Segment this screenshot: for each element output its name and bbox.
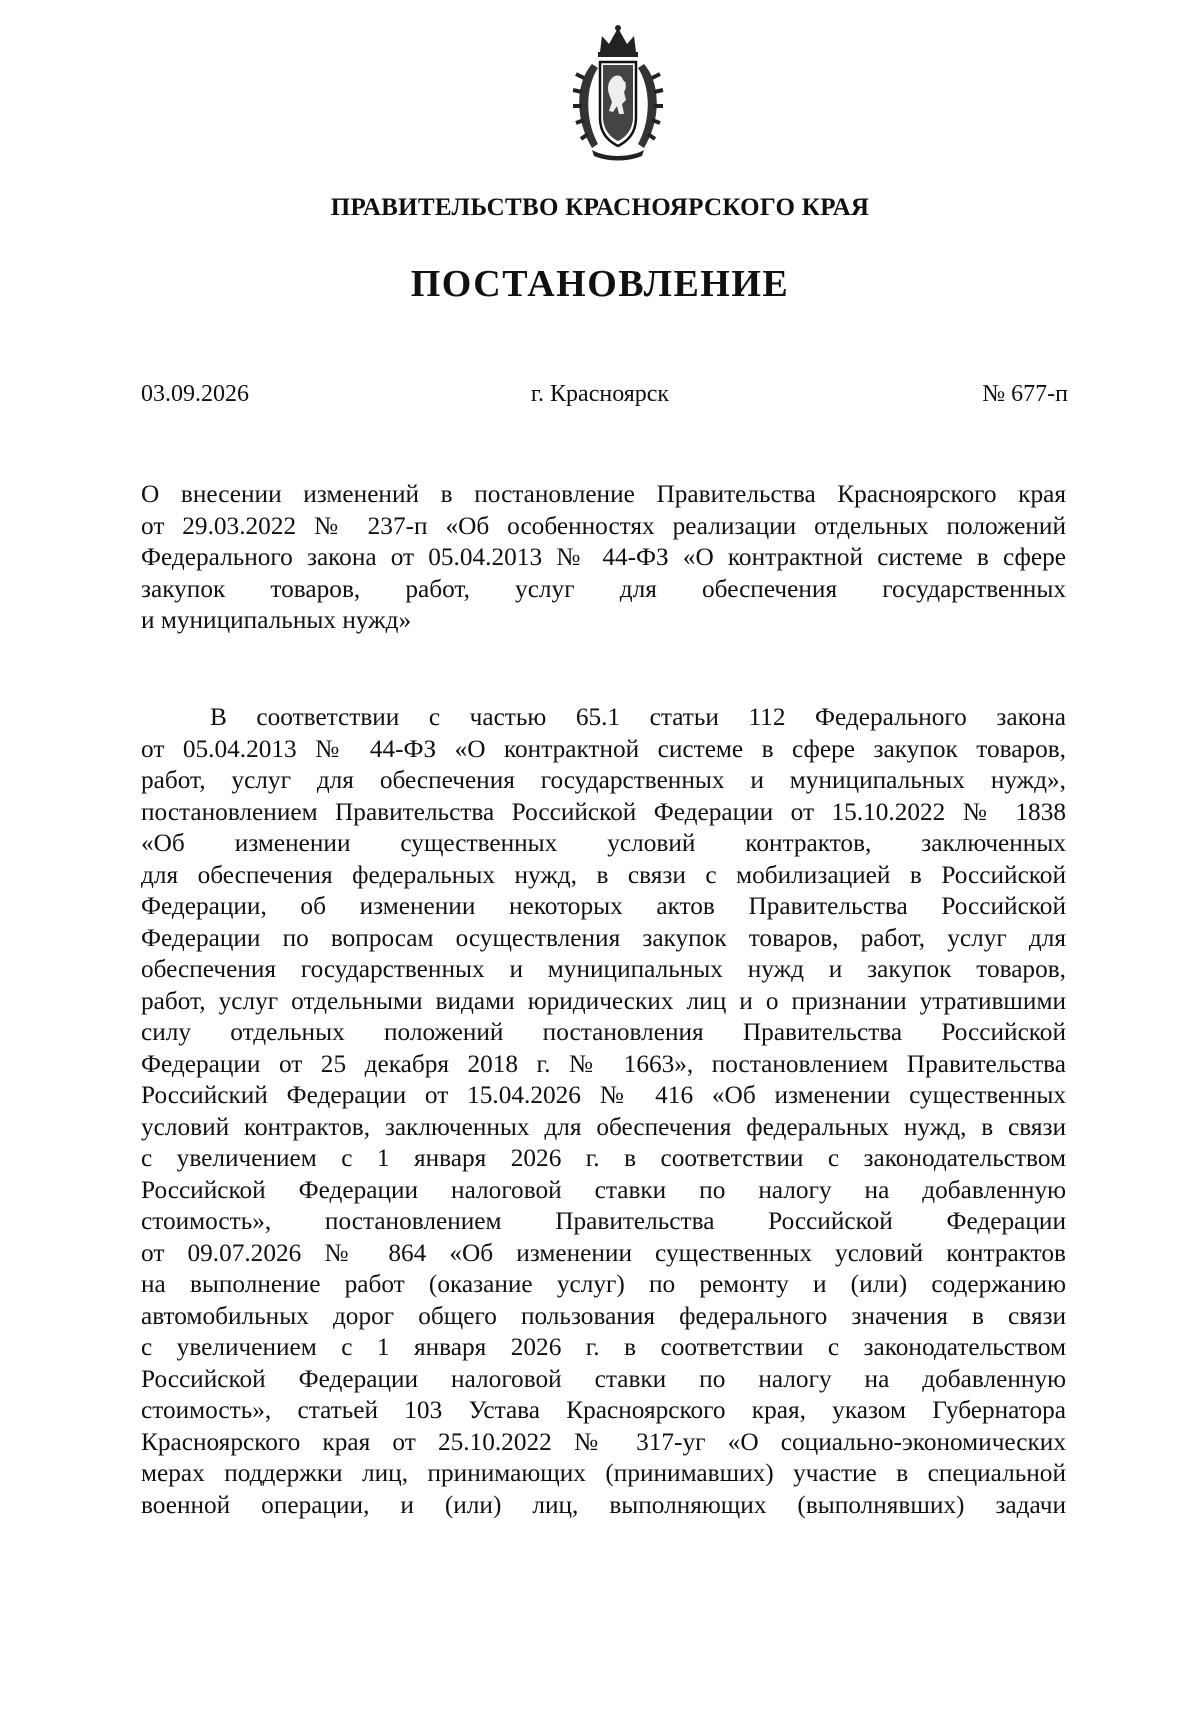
- body-line: условий контрактов, заключенных для обеспечения федеральных нужд, в связи: [141, 1112, 1066, 1141]
- body-line: Федерации, об изменении некоторых актов Правительства Российской: [141, 892, 1066, 920]
- body-line: мерах поддержки лиц, принимающих (принимавших) участие в специальной: [141, 1459, 1066, 1487]
- body-line: стоимость», статьей 103 Устава Красноярского края, указом Губернатора: [141, 1396, 1066, 1424]
- body-line: работ, услуг для обеспечения государственных и муниципальных нужд»,: [141, 766, 1066, 794]
- subject-line: от 29.03.2022 № 237-п «Об особенностях реализации отдельных положений: [141, 511, 1066, 540]
- subject-line: и муниципальных нужд»: [141, 606, 412, 634]
- body-line: постановлением Правительства Российской Федерации от 15.10.2022 № 1838: [141, 797, 1066, 826]
- body-line: от 09.07.2026 № 864 «Об изменении существенных условий контрактов: [141, 1238, 1066, 1267]
- body-line: от 05.04.2013 № 44-ФЗ «О контрактной системе в сфере закупок товаров,: [141, 734, 1066, 763]
- body-line: силу отдельных положений постановления Правительства Российской: [141, 1018, 1066, 1046]
- body-line: военной операции, и (или) лиц, выполняющих (выполнявших) задачи: [141, 1490, 1066, 1519]
- body-line: Федерации по вопросам осуществления закупок товаров, работ, услуг для: [141, 923, 1066, 952]
- document-body: [141, 702, 1066, 1521]
- body-line: Российский Федерации от 15.04.2026 № 416 «Об изменении существенных: [141, 1081, 1066, 1109]
- subject-line: О внесении изменений в постановление Правительства Красноярского края: [141, 480, 1066, 508]
- body-line: обеспечения государственных и муниципальных нужд и закупок товаров,: [141, 955, 1066, 983]
- body-line: Красноярского края от 25.10.2022 № 317-уг «О социально-экономических: [141, 1427, 1066, 1456]
- body-line: на выполнение работ (оказание услуг) по ремонту и (или) содержанию: [141, 1270, 1066, 1298]
- document-type-title: ПОСТАНОВЛЕНИЕ: [410, 263, 790, 305]
- body-line: «Об изменении существенных условий контрактов, заключенных: [141, 829, 1066, 857]
- government-name: ПРАВИТЕЛЬСТВО КРАСНОЯРСКОГО КРАЯ: [330, 194, 870, 221]
- body-line: для обеспечения федеральных нужд, в связи с мобилизацией в Российской: [141, 860, 1066, 889]
- body-line: работ, услуг отдельными видами юридических лиц и о признании утратившими: [141, 986, 1066, 1015]
- body-line: автомобильных дорог общего пользования федерального значения в связи: [141, 1301, 1066, 1330]
- document-subject: [141, 479, 1066, 637]
- document-city: г. Красноярск: [530, 381, 670, 407]
- body-line: стоимость», постановлением Правительства Российской Федерации: [141, 1207, 1066, 1235]
- body-line: Российской Федерации налоговой ставки по налогу на добавленную: [141, 1175, 1066, 1204]
- subject-line: закупок товаров, работ, услуг для обеспечения государственных: [141, 574, 1066, 603]
- subject-line: Федерального закона от 05.04.2013 № 44-ФЗ «О контрактной системе в сфере: [141, 543, 1066, 571]
- body-line: В соответствии с частью 65.1 статьи 112 Федерального закона: [210, 703, 1066, 731]
- document-number: № 677-п: [982, 381, 1068, 407]
- body-line: с увеличением с 1 января 2026 г. в соответствии с законодательством: [141, 1144, 1066, 1172]
- coat-of-arms-emblem: [562, 22, 674, 164]
- body-line: Российской Федерации налоговой ставки по налогу на добавленную: [141, 1364, 1066, 1393]
- body-line: с увеличением с 1 января 2026 г. в соответствии с законодательством: [141, 1333, 1066, 1361]
- body-line: Федерации от 25 декабря 2018 г. № 1663», постановлением Правительства: [141, 1049, 1066, 1078]
- document-date: 03.09.2026: [141, 381, 249, 407]
